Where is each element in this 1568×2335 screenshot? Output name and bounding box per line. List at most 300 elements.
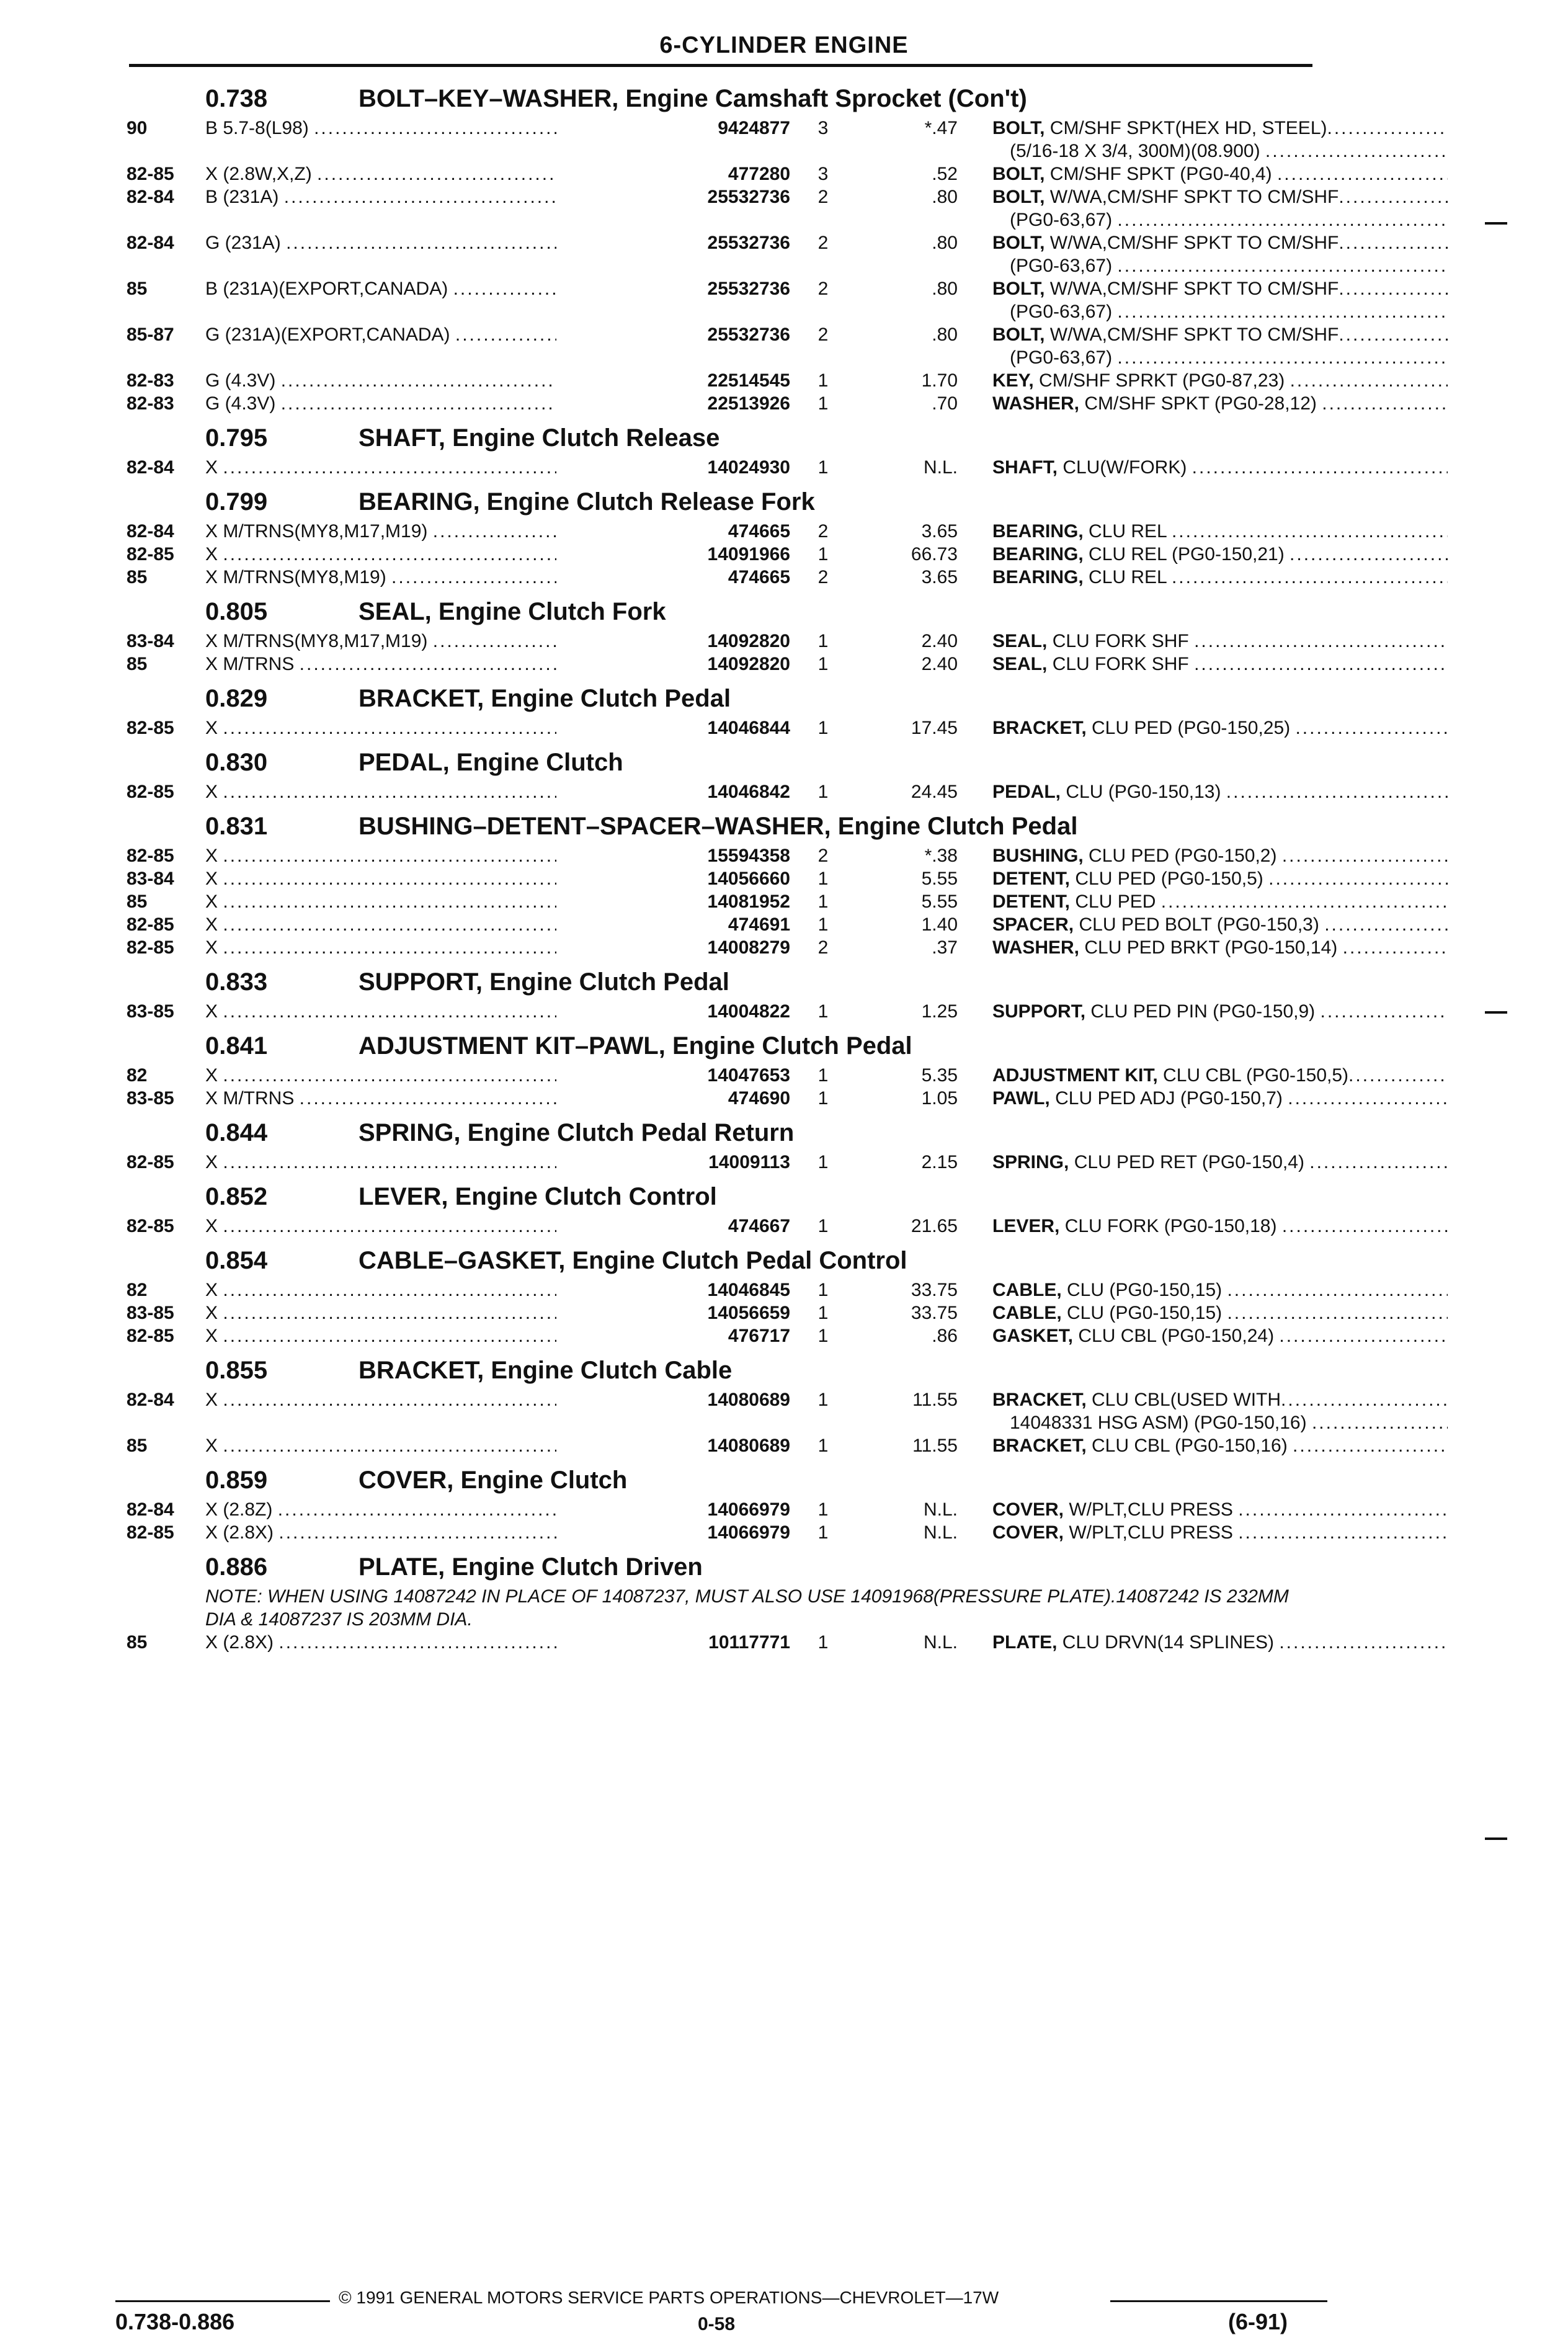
part-row [127,913,1325,936]
part-row [127,1388,1317,1411]
model-code: G (4.3V) ..... [205,393,556,414]
part-row [127,890,1317,913]
model-code: X (2.8X) ..... [205,1522,556,1543]
part-detail: CM/SHF SPKT(HEX HD, STEEL) [1045,118,1327,138]
part-name: BOLT, [992,164,1045,184]
part-number: 25532736 [556,233,790,254]
part-row [127,1064,1349,1087]
description-continuation-text: (5/16-18 X 3/4, 300M)(08.900) ..... [1010,141,1448,162]
model-code: B (231A) ..... [205,187,556,208]
part-number: 25532736 [556,187,790,208]
section-number: 0.859 [205,1467,268,1494]
description-continuation [127,346,1317,369]
part-name: ADJUSTMENT KIT, [992,1065,1158,1086]
part-name: BRACKET, [992,1390,1087,1410]
part-row [127,1279,1317,1301]
part-name: SHAFT, [992,457,1058,478]
part-detail: CM/SHF SPKT (PG0-40,4) [1045,164,1277,184]
part-number: 474691 [556,914,790,935]
price: 66.73 [911,544,958,565]
model-code: X M/TRNS ..... [205,1088,556,1109]
section-heading [127,420,1317,456]
part-description [992,521,1448,542]
part-row [127,185,1339,208]
price: 2.15 [921,1152,958,1172]
price: *.38 [924,846,958,866]
quantity: 1 [817,1280,829,1300]
section-title: BUSHING–DETENT–SPACER–WASHER, Engine Clutch Pedal [359,813,1078,840]
part-detail: CLU PED (PG0-150,2) [1083,846,1282,866]
model-years: 85 [127,891,148,912]
quantity: 1 [817,718,829,738]
model-code: X (2.8Z) ..... [205,1499,556,1520]
part-name: WASHER, [992,937,1080,958]
model-code: X ..... [205,1280,556,1301]
part-detail: CLU CBL(USED WITH [1086,1390,1281,1410]
part-number: 477280 [556,164,790,185]
part-detail: CLU PED PIN (PG0-150,9) [1085,1001,1321,1022]
quantity: 1 [817,1152,829,1172]
model-years: 82-85 [127,1216,174,1236]
price: 24.45 [911,782,958,802]
part-description [992,654,1448,675]
part-detail: CLU PED BRKT (PG0-150,14) [1079,937,1343,958]
price: 1.70 [921,370,958,391]
section-title: BEARING, Engine Clutch Release Fork [359,488,815,516]
section-number: 0.738 [205,85,268,112]
section-heading [127,594,1317,630]
section-title: BRACKET, Engine Clutch Cable [359,1357,733,1384]
description-continuation-text: (PG0-63,67) ..... [1010,301,1448,323]
part-detail: CLU PED (PG0-150,5) [1070,868,1269,889]
section-spacer [127,676,1317,681]
part-row [127,1631,1317,1654]
section-title: SUPPORT, Engine Clutch Pedal [359,968,729,996]
description-continuation [127,140,1317,163]
page-title: 6-CYLINDER ENGINE [659,32,909,58]
part-detail: CLU(W/FORK) [1058,457,1192,478]
footer-rule-right [1110,2300,1327,2302]
part-name: BOLT, [992,233,1045,253]
part-description [992,1088,1448,1109]
part-row [127,1498,1317,1521]
quantity: 1 [817,1088,829,1109]
part-name: GASKET, [992,1326,1074,1346]
quantity: 1 [817,1216,829,1236]
model-years: 85 [127,654,148,674]
price: 1.05 [921,1088,958,1109]
part-description [992,1152,1448,1173]
section-spacer [127,803,1317,808]
quantity: 2 [817,187,829,207]
part-name: SPACER, [992,914,1074,935]
part-row [127,117,1327,140]
part-description [992,370,1448,391]
model-years: 82 [127,1065,148,1086]
part-name: BEARING, [992,521,1084,542]
part-description [992,868,1448,890]
part-name: BOLT, [992,118,1045,138]
part-number: 14066979 [556,1499,790,1520]
model-years: 82-84 [127,521,174,542]
model-years: 82-85 [127,1522,174,1543]
section-spacer [127,1544,1317,1549]
part-detail: W/WA,CM/SHF SPKT TO CM/SHF [1045,187,1339,207]
model-years: 83-85 [127,1303,174,1323]
part-number: 14009113 [556,1152,790,1173]
part-number: 14080689 [556,1390,790,1411]
part-row [127,780,1317,803]
price: N.L. [923,1632,958,1653]
part-number: 14004822 [556,1001,790,1022]
section-heading [127,81,1317,117]
description-continuation-text: (PG0-63,67) ..... [1010,347,1448,368]
part-description [992,393,1448,414]
part-description [992,544,1448,565]
section-number: 0.855 [205,1357,268,1384]
part-row [127,392,1322,415]
part-detail: CLU REL [1083,567,1172,587]
model-years: 83-84 [127,631,174,651]
part-number: 14091966 [556,544,790,565]
quantity: 1 [817,782,829,802]
description-continuation-text: 14048331 HSG ASM) (PG0-150,16) ..... [1010,1413,1448,1434]
part-row [127,630,1317,653]
part-description [992,1499,1448,1520]
section-title: ADJUSTMENT KIT–PAWL, Engine Clutch Pedal [359,1032,912,1060]
section-number: 0.795 [205,424,268,452]
part-description [992,631,1448,652]
price: .80 [932,187,958,207]
part-row [127,520,1317,543]
part-description [992,1326,1448,1347]
section-title: SEAL, Engine Clutch Fork [359,598,666,625]
model-code: X ..... [205,914,556,935]
model-code: G (4.3V) ..... [205,370,556,391]
part-row [127,543,1317,566]
quantity: 1 [817,631,829,651]
price: .80 [932,279,958,299]
part-detail: CLU FORK SHF [1047,654,1195,674]
part-row [127,323,1339,346]
model-years: 83-85 [127,1088,174,1109]
model-years: 82-85 [127,937,174,958]
quantity: 1 [817,1499,829,1520]
model-years: 82-85 [127,718,174,738]
section-number: 0.886 [205,1553,268,1581]
part-name: LEVER, [992,1216,1060,1236]
part-number: 14081952 [556,891,790,913]
model-years: 82-85 [127,782,174,802]
header-rule [129,64,1312,67]
model-code: X ..... [205,718,556,739]
section-number: 0.799 [205,488,268,516]
price: 2.40 [921,631,958,651]
part-number: 22514545 [556,370,790,391]
part-detail: CLU PED ADJ (PG0-150,7) [1049,1088,1288,1109]
part-description [992,187,1448,208]
model-code: X M/TRNS(MY8,M17,M19) ..... [205,631,556,652]
model-years: 82-84 [127,1390,174,1410]
part-number: 14047653 [556,1065,790,1086]
quantity: 2 [817,521,829,542]
model-code: X ..... [205,1326,556,1347]
model-code: X ..... [205,868,556,890]
part-detail: CLU (PG0-150,15) [1061,1303,1227,1323]
part-description [992,846,1448,867]
section-heading [127,1115,1317,1151]
quantity: 1 [817,1001,829,1022]
description-continuation [127,300,1317,323]
part-name: BEARING, [992,567,1084,587]
section-title: CABLE–GASKET, Engine Clutch Pedal Control [359,1247,907,1274]
section-spacer [127,1023,1317,1028]
model-years: 85 [127,279,148,299]
price: 3.65 [921,521,958,542]
quantity: 1 [817,370,829,391]
section-heading [127,964,1317,1000]
section-heading [127,484,1317,520]
model-code: X ..... [205,1152,556,1173]
part-detail: CLU (PG0-150,15) [1061,1280,1227,1300]
section-note: NOTE: WHEN USING 14087242 IN PLACE OF 14087237, MUST ALSO USE 14091968(PRESSURE PLATE).14087242 IS 232MM DIA & 14087237 IS 203MM DIA. [205,1586,1289,1630]
price: 5.55 [921,891,958,912]
part-name: BUSHING, [992,846,1084,866]
price: 5.55 [921,868,958,889]
quantity: 1 [817,393,829,414]
part-name: BOLT, [992,187,1045,207]
quantity: 2 [817,567,829,587]
model-code: X ..... [205,782,556,803]
part-number: 14056660 [556,868,790,890]
section-heading [127,808,1317,844]
model-years: 82 [127,1280,148,1300]
part-name: SEAL, [992,631,1048,651]
description-continuation-text: (PG0-63,67) ..... [1010,210,1448,231]
price: .86 [932,1326,958,1346]
part-detail: CM/SHF SPRKT (PG0-87,23) [1033,370,1290,391]
part-row [127,1151,1317,1174]
quantity: 1 [817,1632,829,1653]
part-number: 14046844 [556,718,790,739]
part-detail: W/WA,CM/SHF SPKT TO CM/SHF [1045,324,1339,345]
model-code: X M/TRNS(MY8,M19) ..... [205,567,556,588]
part-name: COVER, [992,1499,1064,1520]
price: 11.55 [912,1435,958,1456]
part-detail: CLU PED [1070,891,1161,912]
price: .37 [932,937,958,958]
part-description [992,1435,1448,1457]
model-code: X ..... [205,937,556,958]
price: 2.40 [921,654,958,674]
footer-copyright: © 1991 GENERAL MOTORS SERVICE PARTS OPERATIONS—CHEVROLET—17W [339,2288,999,2307]
price: 33.75 [911,1280,958,1300]
part-row [127,369,1317,392]
section-title: PEDAL, Engine Clutch [359,749,623,776]
section-heading [127,681,1317,717]
section-title: SPRING, Engine Clutch Pedal Return [359,1119,795,1146]
part-row [127,717,1317,739]
model-code: X ..... [205,1001,556,1022]
section-heading [127,1243,1317,1279]
section-number: 0.805 [205,598,268,625]
description-continuation-text: (PG0-63,67) ..... [1010,256,1448,277]
section-spacer [127,1174,1317,1179]
quantity: 1 [817,891,829,912]
part-row [127,566,1317,589]
part-description [992,118,1448,139]
quantity: 1 [817,1326,829,1346]
section-title: SHAFT, Engine Clutch Release [359,424,720,452]
model-years: 82-84 [127,457,174,478]
description-continuation [127,208,1317,231]
part-number: 25532736 [556,279,790,300]
part-number: 14092820 [556,654,790,675]
section-spacer [127,1457,1317,1462]
model-code: G (231A)(EXPORT,CANADA) ..... [205,324,556,346]
part-name: PAWL, [992,1088,1050,1109]
price: 5.35 [921,1065,958,1086]
section-number: 0.841 [205,1032,268,1060]
part-detail: CLU PED (PG0-150,25) [1086,718,1296,738]
part-detail: CLU REL (PG0-150,21) [1083,544,1290,565]
price: 1.25 [921,1001,958,1022]
part-detail: W/PLT,CLU PRESS [1064,1499,1239,1520]
part-description [992,279,1448,300]
model-code: X ..... [205,1390,556,1411]
model-code: X (2.8X) ..... [205,1632,556,1653]
part-number: 474690 [556,1088,790,1109]
footer-date: (6-91) [1228,2309,1288,2334]
price: 33.75 [911,1303,958,1323]
section-number: 0.831 [205,813,268,840]
part-number: 9424877 [556,118,790,139]
model-years: 82-83 [127,370,174,391]
price: 1.40 [921,914,958,935]
part-name: BOLT, [992,324,1045,345]
part-row [127,231,1339,254]
part-name: COVER, [992,1522,1064,1543]
section-number: 0.830 [205,749,268,776]
part-number: 14046842 [556,782,790,803]
part-row [127,1087,1317,1110]
margin-mark [1485,222,1507,225]
quantity: 1 [817,914,829,935]
part-number: 474665 [556,521,790,542]
part-number: 25532736 [556,324,790,346]
section-title: BRACKET, Engine Clutch Pedal [359,685,731,712]
model-years: 82-85 [127,1152,174,1172]
part-row [127,653,1317,676]
footer-rule-left [115,2300,330,2302]
section-number: 0.854 [205,1247,268,1274]
quantity: 1 [817,1522,829,1543]
model-years: 90 [127,118,148,138]
description-continuation [127,1411,1317,1434]
model-code: B 5.7-8(L98) ..... [205,118,556,139]
part-number: 14008279 [556,937,790,958]
part-name: PLATE, [992,1632,1058,1653]
part-description [992,1522,1448,1543]
price: 11.55 [912,1390,958,1410]
quantity: 2 [817,937,829,958]
section-heading [127,1352,1317,1388]
model-code: X ..... [205,1435,556,1457]
section-spacer [127,739,1317,744]
part-description [992,891,1448,913]
quantity: 1 [817,1390,829,1410]
section-heading [127,1549,1317,1585]
part-row [127,1000,1321,1023]
model-code: G (231A) ..... [205,233,556,254]
part-name: BRACKET, [992,718,1087,738]
part-number: 14066979 [556,1522,790,1543]
part-row [127,277,1339,300]
section-spacer [127,1347,1317,1352]
quantity: 2 [817,279,829,299]
part-number: 14092820 [556,631,790,652]
section-spacer [127,1654,1317,1659]
section-spacer [127,479,1317,484]
part-name: WASHER, [992,393,1080,414]
price: N.L. [923,1499,958,1520]
part-number: 10117771 [556,1632,790,1653]
section-number: 0.833 [205,968,268,996]
model-years: 85-87 [127,324,174,345]
model-years: 82-85 [127,914,174,935]
footer-page-number: 0-58 [698,2314,736,2334]
quantity: 1 [817,544,829,565]
model-code: X ..... [205,1065,556,1086]
quantity: 1 [817,868,829,889]
model-years: 82-84 [127,187,174,207]
section-number: 0.852 [205,1183,268,1210]
part-row [127,456,1317,479]
part-detail: CLU FORK (PG0-150,18) [1059,1216,1282,1236]
model-years: 82-84 [127,1499,174,1520]
section-spacer [127,589,1317,594]
section-title: PLATE, Engine Clutch Driven [359,1553,703,1581]
model-years: 82-83 [127,393,174,414]
model-years: 82-85 [127,544,174,565]
model-years: 85 [127,567,148,587]
part-description [992,1216,1448,1237]
model-code: X M/TRNS ..... [205,654,556,675]
part-name: DETENT, [992,868,1071,889]
part-description [992,937,1448,958]
part-description [992,718,1448,739]
quantity: 1 [817,1303,829,1323]
part-name: BOLT, [992,279,1045,299]
price: 17.45 [911,718,958,738]
part-description [992,1001,1448,1022]
model-code: X ..... [205,891,556,913]
model-code: X ..... [205,544,556,565]
part-detail: CLU PED RET (PG0-150,4) [1069,1152,1310,1172]
part-number: 474667 [556,1216,790,1237]
part-name: BEARING, [992,544,1084,565]
quantity: 1 [817,654,829,674]
part-number: 474665 [556,567,790,588]
part-description [992,1065,1448,1086]
section-title: COVER, Engine Clutch [359,1467,628,1494]
part-description [992,1303,1448,1324]
part-name: PEDAL, [992,782,1061,802]
model-code: X ..... [205,1303,556,1324]
part-number: 14024930 [556,457,790,478]
footer-group-range: 0.738-0.886 [115,2309,235,2334]
part-name: KEY, [992,370,1034,391]
